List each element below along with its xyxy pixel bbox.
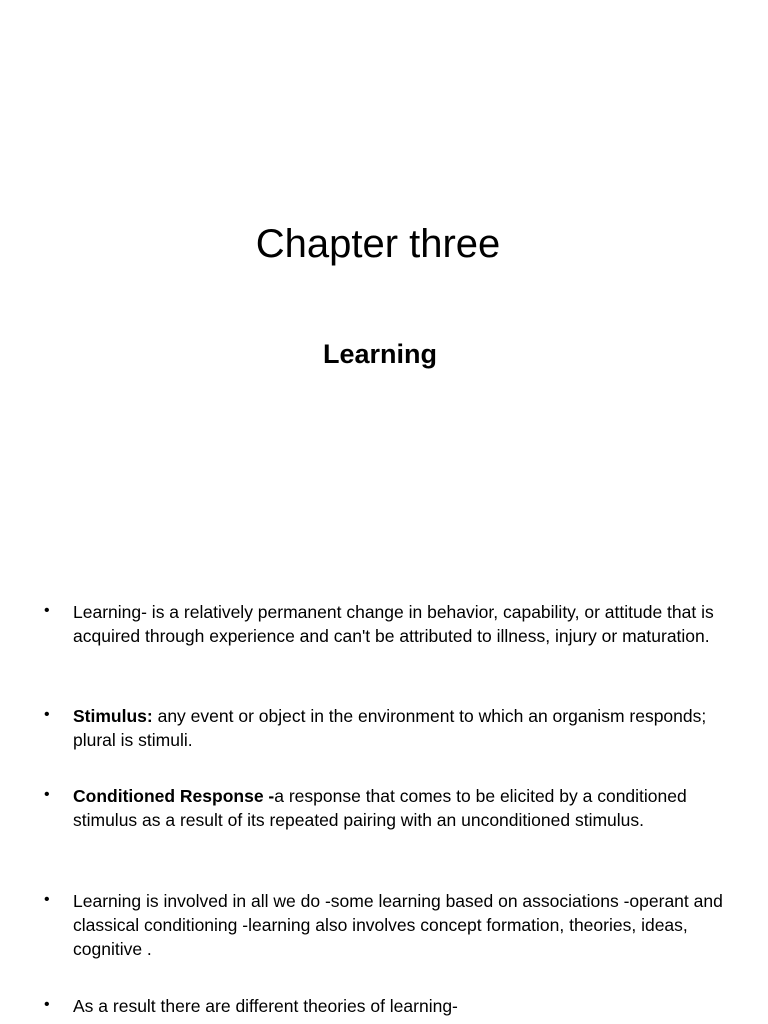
bullet-text-body: As a result there are different theories of learning- — [73, 996, 458, 1016]
bullet-text — [73, 600, 724, 648]
bullet-text-body: Learning- is a relatively permanent change in behavior, capability, or attitude that is acquired through experience and can't be attributed to illness, injury or maturation. — [73, 602, 714, 646]
bullet-icon: • — [44, 706, 50, 723]
bullet-icon: • — [44, 602, 50, 619]
bullet-item-learning-involvement — [44, 889, 724, 961]
bullet-text — [73, 704, 724, 752]
bullet-text-body: a response that comes to be elicited by a conditioned stimulus as a result of its repeated pairing with an unconditioned stimulus. — [73, 786, 687, 830]
bullet-item-conditioned-response — [44, 784, 724, 832]
chapter-title: Chapter three — [255, 222, 501, 266]
bullet-icon: • — [44, 996, 50, 1013]
bullet-text-body: any event or object in the environment to which an organism responds; plural is stimuli. — [73, 706, 707, 750]
bullet-item-learning-definition — [44, 600, 724, 648]
bullet-item-theories — [44, 994, 724, 1018]
topic-subtitle: Learning — [322, 339, 437, 369]
bullet-icon: • — [44, 786, 50, 803]
bullet-text — [73, 994, 724, 1018]
bullet-text — [73, 889, 724, 961]
bullet-text — [73, 784, 724, 832]
bullet-icon: • — [44, 891, 50, 908]
bullet-text-body: Learning is involved in all we do -some learning based on associations -operant and classical conditioning -learning also involves concept formation, theories, ideas, cognitive . — [73, 891, 723, 959]
bullet-item-stimulus — [44, 704, 724, 752]
bullet-term: Conditioned Response - — [73, 786, 275, 806]
bullet-term: Stimulus: — [73, 706, 153, 726]
